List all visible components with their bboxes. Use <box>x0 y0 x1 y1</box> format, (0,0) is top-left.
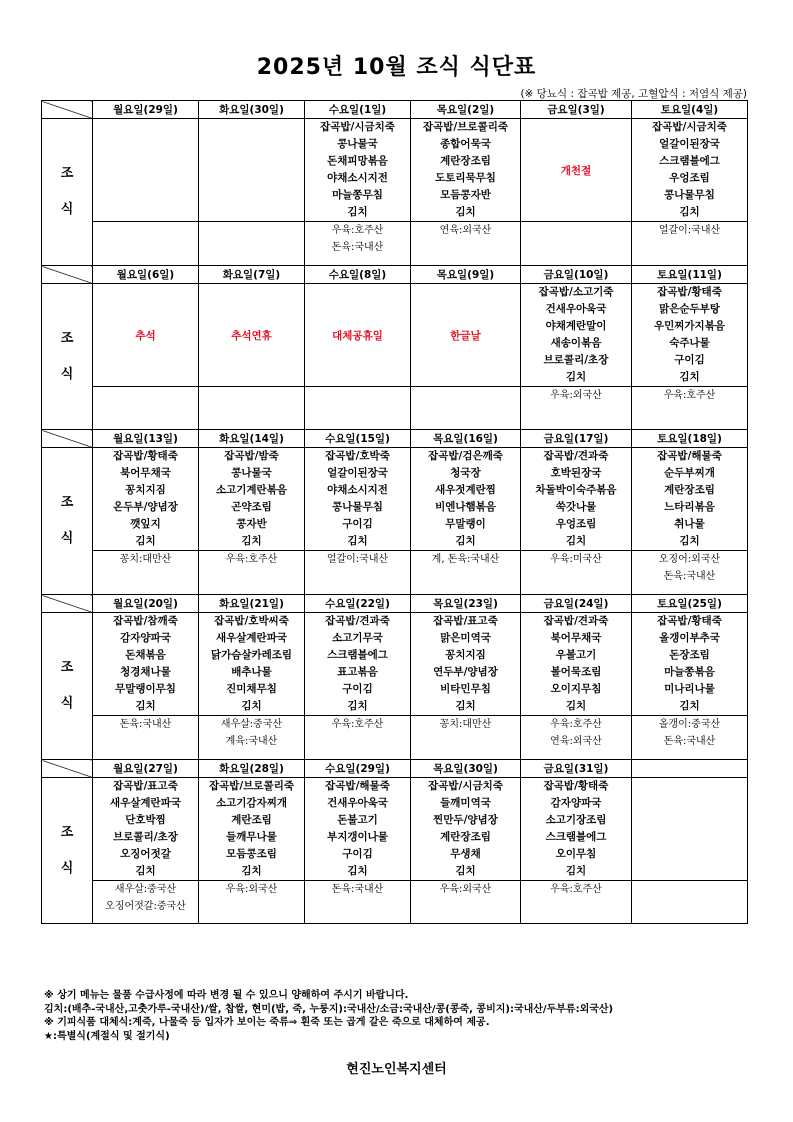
day-header: 목요일(2일) <box>411 101 521 119</box>
menu-item: 무생채 <box>450 848 481 860</box>
menu-cell <box>305 613 411 716</box>
origin-item: 연육:외국산 <box>550 736 602 747</box>
menu-item: 야채소시지전 <box>327 484 388 496</box>
menu-item: 호박된장국 <box>550 467 602 479</box>
menu-item: 얼갈이된장국 <box>659 138 720 150</box>
diagonal-corner <box>42 430 93 448</box>
menu-item: 부지갱이나물 <box>327 831 388 843</box>
menu-row <box>42 448 748 551</box>
menu-item: 들깨무나물 <box>226 831 277 843</box>
menu-item: 돈장조림 <box>669 649 710 661</box>
meal-label <box>42 448 93 595</box>
menu-item: 김치 <box>565 865 587 877</box>
origin-item: 꽁치:대만산 <box>119 554 172 565</box>
menu-item: 찐만두/양념장 <box>433 814 498 826</box>
menu-item: 깻잎지 <box>130 518 161 530</box>
menu-item: 잡곡밥/소고기죽 <box>538 286 614 298</box>
menu-item: 잡곡밥/해물죽 <box>657 450 722 462</box>
menu-item: 올갱이부추국 <box>659 632 720 644</box>
origin-item: 돈육:국내산 <box>331 884 384 895</box>
menu-item: 김치 <box>679 206 700 218</box>
meal-label-top: 조 <box>60 166 74 181</box>
menu-cell <box>521 284 632 387</box>
origin-cell <box>411 222 521 266</box>
menu-item: 잡곡밥/호박씨죽 <box>214 615 289 627</box>
menu-item: 표고볶음 <box>337 666 378 678</box>
meal-label-bottom: 식 <box>60 366 74 382</box>
menu-item: 새우살계란파국 <box>109 797 181 809</box>
menu-item: 잡곡밥/브로콜리죽 <box>423 121 508 133</box>
origin-row <box>42 551 748 595</box>
day-header: 화요일(21일) <box>199 595 305 613</box>
holiday-cell: 추석연휴 <box>199 284 305 387</box>
origin-item: 오징어:외국산 <box>658 554 721 565</box>
origin-item: 우육:외국산 <box>439 884 492 895</box>
origin-cell <box>521 551 632 595</box>
menu-item: 우엉조림 <box>555 518 597 530</box>
menu-cell <box>632 778 748 881</box>
menu-item: 김치 <box>455 865 476 877</box>
menu-item: 우엉조림 <box>669 172 710 184</box>
origin-item: 우육:호주산 <box>550 719 602 730</box>
meal-label-bottom: 식 <box>60 531 74 546</box>
origin-cell <box>93 387 199 430</box>
menu-item: 콩나물국 <box>231 467 272 479</box>
day-header <box>632 760 748 778</box>
meal-label <box>42 284 93 430</box>
menu-item: 잡곡밥/밤죽 <box>224 450 279 462</box>
origin-cell <box>93 716 199 760</box>
footer-line: ※ 상기 메뉴는 물품 수급사정에 따라 변경 될 수 있으니 양해하여 주시기 바랍니다. <box>44 990 409 1001</box>
day-header: 토요일(11일) <box>632 266 748 284</box>
origin-cell <box>199 551 305 595</box>
meal-label <box>42 613 93 760</box>
menu-item: 잡곡밥/시금치죽 <box>320 121 395 133</box>
origin-item: 계육:국내산 <box>225 736 278 747</box>
day-header: 토요일(18일) <box>632 430 748 448</box>
menu-item: 느타리볶음 <box>664 501 715 513</box>
menu-item: 김치 <box>135 700 156 712</box>
origin-cell <box>521 222 632 266</box>
menu-item: 잡곡밥/표고죽 <box>433 615 498 627</box>
menu-item: 마늘쫑볶음 <box>664 666 715 678</box>
menu-item: 오이지무침 <box>550 683 602 695</box>
origin-cell <box>199 881 305 924</box>
origin-cell <box>411 387 521 430</box>
menu-item: 닭가슴살카레조림 <box>210 649 293 661</box>
menu-item: 김치 <box>455 700 476 712</box>
origin-item: 돈육:국내산 <box>331 242 384 253</box>
menu-item: 야채계란말이 <box>545 320 607 332</box>
menu-item: 잡곡밥/견과죽 <box>543 615 609 627</box>
menu-item: 오징어젓갈 <box>120 848 171 860</box>
menu-item: 김치 <box>347 535 368 547</box>
origin-cell <box>632 716 748 760</box>
origin-cell <box>521 881 632 924</box>
menu-item: 진미채무침 <box>226 683 277 695</box>
menu-item: 무말랭이무침 <box>115 683 176 695</box>
origin-item: 꽁치:대만산 <box>439 719 492 730</box>
menu-item: 잡곡밥/견과죽 <box>325 615 390 627</box>
holiday-cell: 한글날 <box>411 284 521 387</box>
day-header: 월요일(29일) <box>93 101 199 119</box>
week-header-row <box>42 101 748 119</box>
menu-item: 새송이볶음 <box>550 337 602 349</box>
origin-item: 연육:외국산 <box>439 225 492 236</box>
menu-cell <box>199 778 305 881</box>
origin-cell <box>93 222 199 266</box>
menu-item: 건새우아욱국 <box>327 797 388 809</box>
menu-item: 온두부/양념장 <box>113 501 178 513</box>
meal-label-top: 조 <box>60 330 74 346</box>
origin-item: 우육:호주산 <box>331 719 384 730</box>
menu-item: 배추나물 <box>231 666 272 678</box>
origin-cell <box>632 387 748 430</box>
day-header: 월요일(20일) <box>93 595 199 613</box>
menu-item: 숙주나물 <box>669 337 710 349</box>
menu-item: 무말랭이 <box>445 518 486 530</box>
menu-item: 모듬콩자반 <box>440 189 491 201</box>
menu-table <box>41 100 748 924</box>
menu-item: 잡곡밥/시금치죽 <box>652 121 727 133</box>
menu-cell <box>93 448 199 551</box>
footer-line: ※ 기피식품 대체식:계죽, 나물죽 등 입자가 보이는 죽류⇒ 흰죽 또는 곱게 갈은 죽으로 대체하여 제공. <box>44 1017 490 1028</box>
menu-item: 청경채나물 <box>120 666 171 678</box>
day-header: 화요일(30일) <box>199 101 305 119</box>
menu-cell <box>199 613 305 716</box>
menu-row <box>42 778 748 881</box>
menu-item: 잡곡밥/견과죽 <box>543 450 609 462</box>
menu-item: 맑은미역국 <box>440 632 491 644</box>
menu-item: 순두부찌개 <box>664 467 715 479</box>
menu-item: 콩나물무침 <box>664 189 715 201</box>
meal-label <box>42 778 93 924</box>
menu-cell <box>305 448 411 551</box>
holiday-cell: 추석 <box>93 284 199 387</box>
menu-item: 김치 <box>455 206 476 218</box>
menu-item: 연두부/양념장 <box>433 666 498 678</box>
menu-item: 오이무침 <box>555 848 597 860</box>
meal-label-bottom: 식 <box>60 202 74 217</box>
meal-label-bottom: 식 <box>60 696 74 711</box>
menu-item: 새우젓계란찜 <box>435 484 496 496</box>
menu-item: 돈불고기 <box>337 814 378 826</box>
menu-item: 콩나물무침 <box>332 501 383 513</box>
menu-item: 김치 <box>241 535 262 547</box>
menu-item: 맑은순두부탕 <box>659 303 720 315</box>
day-header: 목요일(23일) <box>411 595 521 613</box>
menu-item: 종합어묵국 <box>440 138 491 150</box>
day-header: 금요일(31일) <box>521 760 632 778</box>
menu-item: 구이김 <box>342 683 373 695</box>
day-header: 수요일(1일) <box>305 101 411 119</box>
origin-row <box>42 716 748 760</box>
menu-item: 들깨미역국 <box>440 797 491 809</box>
origin-item: 계, 돈육:국내산 <box>431 554 500 565</box>
menu-item: 소고기감자찌개 <box>215 797 287 809</box>
menu-item: 김치 <box>241 865 262 877</box>
menu-item: 잡곡밥/호박죽 <box>325 450 390 462</box>
menu-item: 김치 <box>565 700 587 712</box>
origin-row <box>42 222 748 266</box>
origin-item: 올갱이:중국산 <box>658 719 721 730</box>
day-header: 목요일(16일) <box>411 430 521 448</box>
menu-item: 미나리나물 <box>664 683 715 695</box>
origin-cell <box>632 551 748 595</box>
menu-item: 김치 <box>679 535 700 547</box>
week-header-row <box>42 266 748 284</box>
menu-cell <box>93 778 199 881</box>
diagonal-corner <box>42 760 93 778</box>
origin-item: 새우살:중국산 <box>220 719 283 730</box>
week-header-row <box>42 760 748 778</box>
menu-item: 김치 <box>241 700 262 712</box>
menu-cell <box>305 778 411 881</box>
origin-item: 우육:호주산 <box>663 390 716 401</box>
meal-label-top: 조 <box>60 495 74 510</box>
origin-item: 얼갈이:국내산 <box>658 225 721 236</box>
menu-item: 김치 <box>565 535 587 547</box>
menu-item: 김치 <box>679 371 700 383</box>
origin-item: 우육:호주산 <box>550 884 602 895</box>
menu-item: 김치 <box>347 865 368 877</box>
menu-item: 쑥갓나물 <box>555 501 597 513</box>
menu-cell <box>632 613 748 716</box>
menu-item: 잡곡밥/황태죽 <box>657 286 722 298</box>
menu-item: 김치 <box>455 535 476 547</box>
origin-item: 얼갈이:국내산 <box>326 554 389 565</box>
origin-item: 우육:외국산 <box>225 884 278 895</box>
menu-item: 구이김 <box>342 518 373 530</box>
menu-item: 비타민무침 <box>440 683 491 695</box>
origin-cell <box>305 551 411 595</box>
day-header: 수요일(15일) <box>305 430 411 448</box>
menu-row <box>42 613 748 716</box>
menu-row <box>42 284 748 387</box>
origin-item: 돈육:국내산 <box>119 719 172 730</box>
day-header: 월요일(27일) <box>93 760 199 778</box>
page-title: 2025년 10월 조식 식단표 <box>256 55 537 80</box>
menu-item: 모듬콩조림 <box>226 848 277 860</box>
menu-item: 곤약조림 <box>231 501 272 513</box>
menu-item: 브로콜리/초장 <box>113 831 178 843</box>
origin-cell <box>411 881 521 924</box>
footer-line: ★:특별식(계절식 및 절기식) <box>44 1030 170 1042</box>
menu-item: 김치 <box>565 371 587 383</box>
menu-cell <box>411 613 521 716</box>
day-header: 금요일(17일) <box>521 430 632 448</box>
menu-item: 도토리묵무침 <box>435 172 496 184</box>
menu-item: 우민찌가지볶음 <box>653 320 725 332</box>
menu-item: 볼어묵조림 <box>550 666 602 678</box>
meal-label-top: 조 <box>60 824 74 840</box>
menu-item: 소고기무국 <box>332 632 383 644</box>
origin-cell <box>305 387 411 430</box>
menu-item: 스크램블에그 <box>327 649 388 661</box>
day-header: 토요일(25일) <box>632 595 748 613</box>
origin-cell <box>305 716 411 760</box>
menu-item: 김치 <box>135 865 156 877</box>
menu-cell <box>199 119 305 222</box>
menu-item: 김치 <box>347 700 368 712</box>
menu-item: 김치 <box>135 535 156 547</box>
menu-item: 잡곡밥/표고죽 <box>113 780 178 792</box>
day-header: 금요일(3일) <box>521 101 632 119</box>
origin-item: 돈육:국내산 <box>663 571 716 582</box>
origin-cell <box>93 551 199 595</box>
origin-cell <box>199 222 305 266</box>
menu-row <box>42 119 748 222</box>
menu-cell <box>521 778 632 881</box>
origin-cell <box>305 881 411 924</box>
menu-item: 스크램블에그 <box>545 831 607 843</box>
menu-item: 야채소시지전 <box>327 172 388 184</box>
menu-item: 차돌박이숙주볶음 <box>535 484 617 496</box>
day-header: 수요일(22일) <box>305 595 411 613</box>
menu-cell <box>93 119 199 222</box>
menu-item: 꽁치지짐 <box>125 484 166 496</box>
menu-item: 비엔나햄볶음 <box>435 501 496 513</box>
menu-item: 잡곡밥/황태죽 <box>113 450 178 462</box>
origin-cell <box>411 716 521 760</box>
day-header: 월요일(6일) <box>93 266 199 284</box>
menu-item: 청국장 <box>450 467 481 479</box>
menu-item: 건새우아욱국 <box>545 303 607 315</box>
menu-cell <box>521 448 632 551</box>
origin-item: 오징어젓갈:중국산 <box>105 901 186 912</box>
week-header-row <box>42 430 748 448</box>
meal-label-top: 조 <box>60 660 74 675</box>
menu-item: 잡곡밥/시금치죽 <box>428 780 503 792</box>
menu-item: 김치 <box>679 700 700 712</box>
origin-item: 우육:미국산 <box>550 554 602 565</box>
menu-item: 잡곡밥/황태죽 <box>543 780 609 792</box>
origin-cell <box>199 716 305 760</box>
day-header: 수요일(8일) <box>305 266 411 284</box>
menu-item: 잡곡밥/황태죽 <box>657 615 722 627</box>
menu-item: 잡곡밥/해물죽 <box>325 780 390 792</box>
menu-item: 돈채볶음 <box>125 649 166 661</box>
menu-item: 북어무채국 <box>120 467 171 479</box>
menu-cell <box>632 448 748 551</box>
origin-cell <box>305 222 411 266</box>
origin-item: 우육:호주산 <box>331 225 384 236</box>
menu-cell <box>411 448 521 551</box>
menu-item: 감자양파국 <box>550 797 602 809</box>
origin-cell <box>632 881 748 924</box>
menu-cell <box>305 119 411 222</box>
menu-item: 소고기장조림 <box>545 814 607 826</box>
menu-item: 계란조림 <box>231 814 272 826</box>
menu-item: 콩나물국 <box>337 138 378 150</box>
origin-item: 새우살:중국산 <box>114 884 177 895</box>
menu-item: 단호박찜 <box>125 814 166 826</box>
menu-item: 계란장조림 <box>664 484 715 496</box>
holiday-cell: 대체공휴일 <box>305 284 411 387</box>
origin-item: 돈육:국내산 <box>663 736 716 747</box>
day-header: 화요일(14일) <box>199 430 305 448</box>
day-header: 금요일(10일) <box>521 266 632 284</box>
origin-cell <box>632 222 748 266</box>
footer-notes <box>44 989 764 1043</box>
diagonal-corner <box>42 101 93 119</box>
menu-item: 잡곡밥/브로콜리죽 <box>209 780 294 792</box>
origin-cell <box>199 387 305 430</box>
menu-item: 우볼고기 <box>555 649 597 661</box>
day-header: 월요일(13일) <box>93 430 199 448</box>
menu-item: 잡곡밥/참깨죽 <box>113 615 178 627</box>
day-header: 토요일(4일) <box>632 101 748 119</box>
menu-item: 꽁치지짐 <box>445 649 486 661</box>
day-header: 금요일(24일) <box>521 595 632 613</box>
menu-item: 취나물 <box>674 518 705 530</box>
menu-item: 콩자반 <box>236 518 267 530</box>
menu-item: 얼갈이된장국 <box>327 467 388 479</box>
menu-item: 돈채피망볶음 <box>327 155 388 167</box>
week-header-row <box>42 595 748 613</box>
meal-label-bottom: 식 <box>60 860 74 876</box>
menu-item: 브로콜리/초장 <box>543 354 609 366</box>
menu-item: 계란장조림 <box>440 831 491 843</box>
origin-cell <box>521 387 632 430</box>
menu-cell <box>199 448 305 551</box>
origin-cell <box>93 881 199 924</box>
menu-cell <box>411 778 521 881</box>
origin-cell <box>411 551 521 595</box>
menu-item: 구이김 <box>342 848 373 860</box>
menu-item: 북어무채국 <box>550 632 602 644</box>
menu-item: 새우살계란파국 <box>215 632 287 644</box>
day-header: 화요일(28일) <box>199 760 305 778</box>
origin-item: 우육:호주산 <box>225 554 278 565</box>
menu-cell <box>93 613 199 716</box>
origin-row <box>42 387 748 430</box>
menu-cell <box>411 119 521 222</box>
origin-row <box>42 881 748 924</box>
origin-cell <box>521 716 632 760</box>
diagonal-corner <box>42 266 93 284</box>
day-header: 목요일(9일) <box>411 266 521 284</box>
menu-item: 스크램블에그 <box>659 155 720 167</box>
menu-cell <box>632 119 748 222</box>
menu-cell <box>632 284 748 387</box>
day-header: 수요일(29일) <box>305 760 411 778</box>
origin-item: 우육:외국산 <box>550 390 602 401</box>
meal-label <box>42 119 93 266</box>
menu-item: 소고기계란볶음 <box>215 484 287 496</box>
menu-item: 계란장조림 <box>440 155 491 167</box>
menu-cell <box>521 613 632 716</box>
menu-item: 잡곡밥/검은깨죽 <box>428 450 503 462</box>
footer-line: 김치:(배추-국내산,고춧가루-국내산)/쌀, 찹쌀, 현미(밥, 죽, 누룽지):국내산/소금:국내산/콩(콩죽, 콩비지):국내산/두부류:외국산) <box>44 1003 614 1015</box>
day-header: 화요일(7일) <box>199 266 305 284</box>
menu-item: 김치 <box>347 206 368 218</box>
diet-note: (※ 당뇨식 : 잡곡밥 제공, 고혈압식 : 저염식 제공) <box>520 88 747 100</box>
center-name: 현진노인복지센터 <box>346 1062 447 1077</box>
menu-item: 감자양파국 <box>120 632 171 644</box>
holiday-cell: 개천절 <box>521 119 632 222</box>
day-header: 목요일(30일) <box>411 760 521 778</box>
menu-item: 마늘쫑무침 <box>332 189 383 201</box>
diagonal-corner <box>42 595 93 613</box>
menu-item: 구이김 <box>674 354 705 366</box>
